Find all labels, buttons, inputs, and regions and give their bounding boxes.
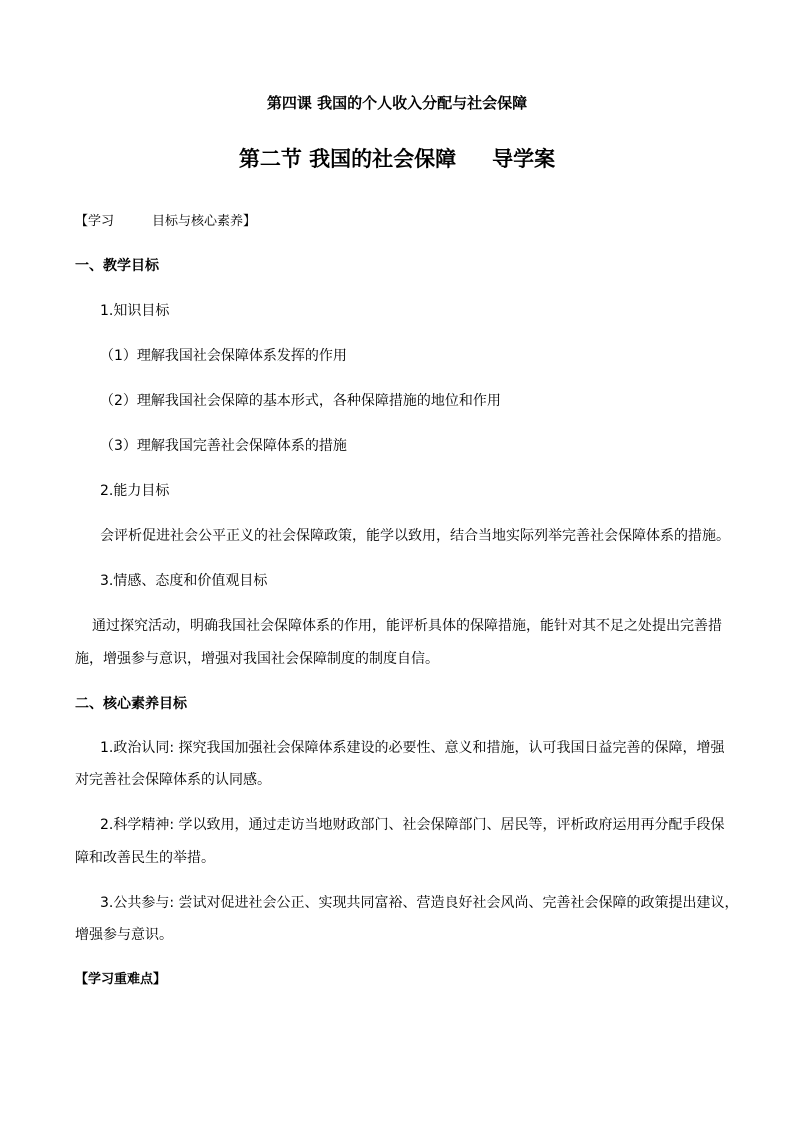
goals-bracket-heading — [75, 215, 256, 228]
ability-text: 会评析促进社会公平正义的社会保障政策，能学以致用，结合当地实际列举完善社会保障体系的措施。 — [100, 528, 730, 544]
science-line2: 障和改善民生的举措。 — [75, 850, 215, 866]
section-title — [0, 149, 794, 170]
knowledge-item-1: （1）理解我国社会保障体系发挥的作用 — [100, 348, 347, 364]
lesson-title: 第四课 我国的个人收入分配与社会保障 — [266, 94, 528, 112]
section-title-main: 第二节 我国的社会保障 — [238, 147, 457, 171]
knowledge-item-2: （2）理解我国社会保障的基本形式，各种保障措施的地位和作用 — [100, 393, 501, 409]
part1-heading: 一、教学目标 — [75, 258, 159, 274]
goals-bracket-left: 【学习 — [75, 214, 115, 229]
knowledge-item-3: （3）理解我国完善社会保障体系的措施 — [100, 438, 347, 454]
ability-goal: 2.能力目标 — [100, 483, 170, 499]
section-title-suffix: 导学案 — [492, 147, 556, 171]
emotion-text-line2: 施，增强参与意识，增强对我国社会保障制度的制度自信。 — [75, 651, 439, 667]
part2-heading: 二、核心素养目标 — [75, 696, 187, 712]
knowledge-goal: 1.知识目标 — [100, 303, 170, 319]
public-line2: 增强参与意识。 — [75, 927, 173, 943]
political-line2: 对完善社会保障体系的认同感。 — [75, 772, 271, 788]
emotion-text-line1: 通过探究活动，明确我国社会保障体系的作用，能评析具体的保障措施，能针对其不足之处提出完善措 — [92, 618, 722, 634]
goals-bracket-right: 目标与核心素养】 — [152, 214, 257, 229]
emotion-goal: 3.情感、态度和价值观目标 — [100, 573, 268, 589]
political-line1: 1.政治认同: 探究我国加强社会保障体系建设的必要性、意义和措施，认可我国日益完善的保障，增强 — [100, 740, 725, 756]
difficulty-heading: 【学习重难点】 — [75, 972, 167, 987]
science-line1: 2.科学精神: 学以致用，通过走访当地财政部门、社会保障部门、居民等，评析政府运用再分配手段保 — [100, 817, 725, 833]
public-line1: 3.公共参与: 尝试对促进社会公正、实现共同富裕、营造良好社会风尚、完善社会保障的政策提出建议， — [100, 895, 739, 911]
